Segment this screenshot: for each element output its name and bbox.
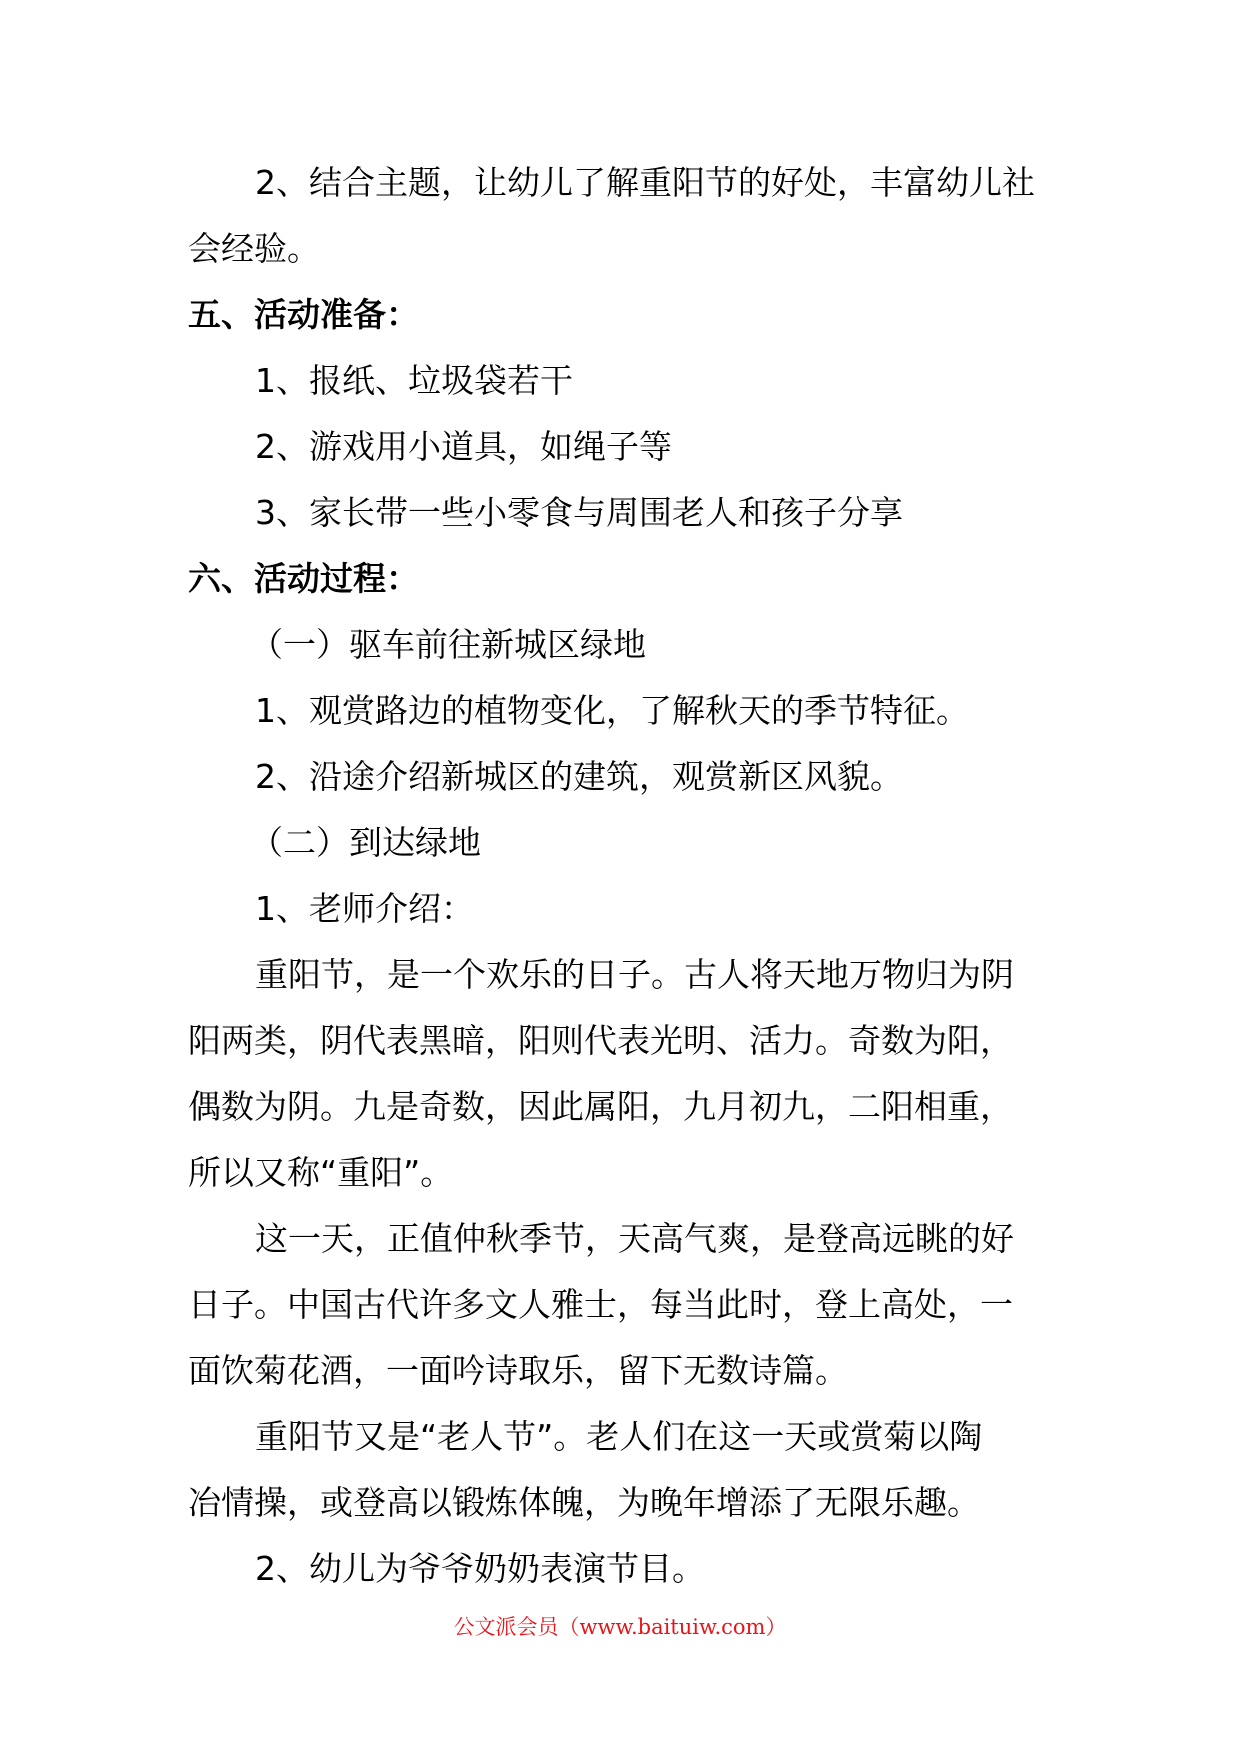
subsection-heading: （一）驱车前往新城区绿地 — [250, 625, 646, 664]
paragraph-line: 偶数为阴。九是奇数，因此属阳，九月初九，二阳相重， — [188, 1087, 1013, 1126]
list-item: 1、老师介绍： — [255, 889, 474, 928]
list-item: 2、游戏用小道具，如绳子等 — [255, 427, 672, 466]
paragraph-line: 会经验。 — [188, 229, 320, 268]
section-heading: 六、活动过程： — [188, 559, 419, 598]
list-item: 2、幼儿为爷爷奶奶表演节目。 — [255, 1549, 705, 1588]
footer-watermark: 公文派会员（www.baituiw.com） — [453, 1615, 787, 1639]
list-item: 2、沿途介绍新城区的建筑，观赏新区风貌。 — [255, 757, 903, 796]
document-body — [188, 150, 1058, 1602]
paragraph-line: 2、结合主题，让幼儿了解重阳节的好处，丰富幼儿社 — [255, 163, 1035, 202]
subsection-heading: （二）到达绿地 — [250, 823, 481, 862]
paragraph-line: 这一天，正值仲秋季节，天高气爽，是登高远眺的好 — [255, 1219, 1014, 1258]
paragraph-line: 阳两类，阴代表黑暗，阳则代表光明、活力。奇数为阳， — [188, 1021, 1013, 1060]
paragraph-line: 所以又称“重阳”。 — [188, 1153, 454, 1192]
section-heading: 五、活动准备： — [188, 295, 419, 334]
list-item: 1、报纸、垃圾袋若干 — [255, 361, 573, 400]
paragraph-line: 日子。中国古代许多文人雅士，每当此时，登上高处，一 — [188, 1285, 1013, 1324]
list-item: 1、观赏路边的植物变化，了解秋天的季节特征。 — [255, 691, 969, 730]
paragraph-line: 重阳节又是“老人节”。老人们在这一天或赏菊以陶 — [255, 1417, 983, 1456]
paragraph-line: 面饮菊花酒，一面吟诗取乐，留下无数诗篇。 — [188, 1351, 848, 1390]
paragraph-line: 冶情操，或登高以锻炼体魄，为晚年增添了无限乐趣。 — [188, 1483, 980, 1522]
paragraph-line: 重阳节，是一个欢乐的日子。古人将天地万物归为阴 — [255, 955, 1014, 994]
list-item: 3、家长带一些小零食与周围老人和孩子分享 — [255, 493, 903, 532]
